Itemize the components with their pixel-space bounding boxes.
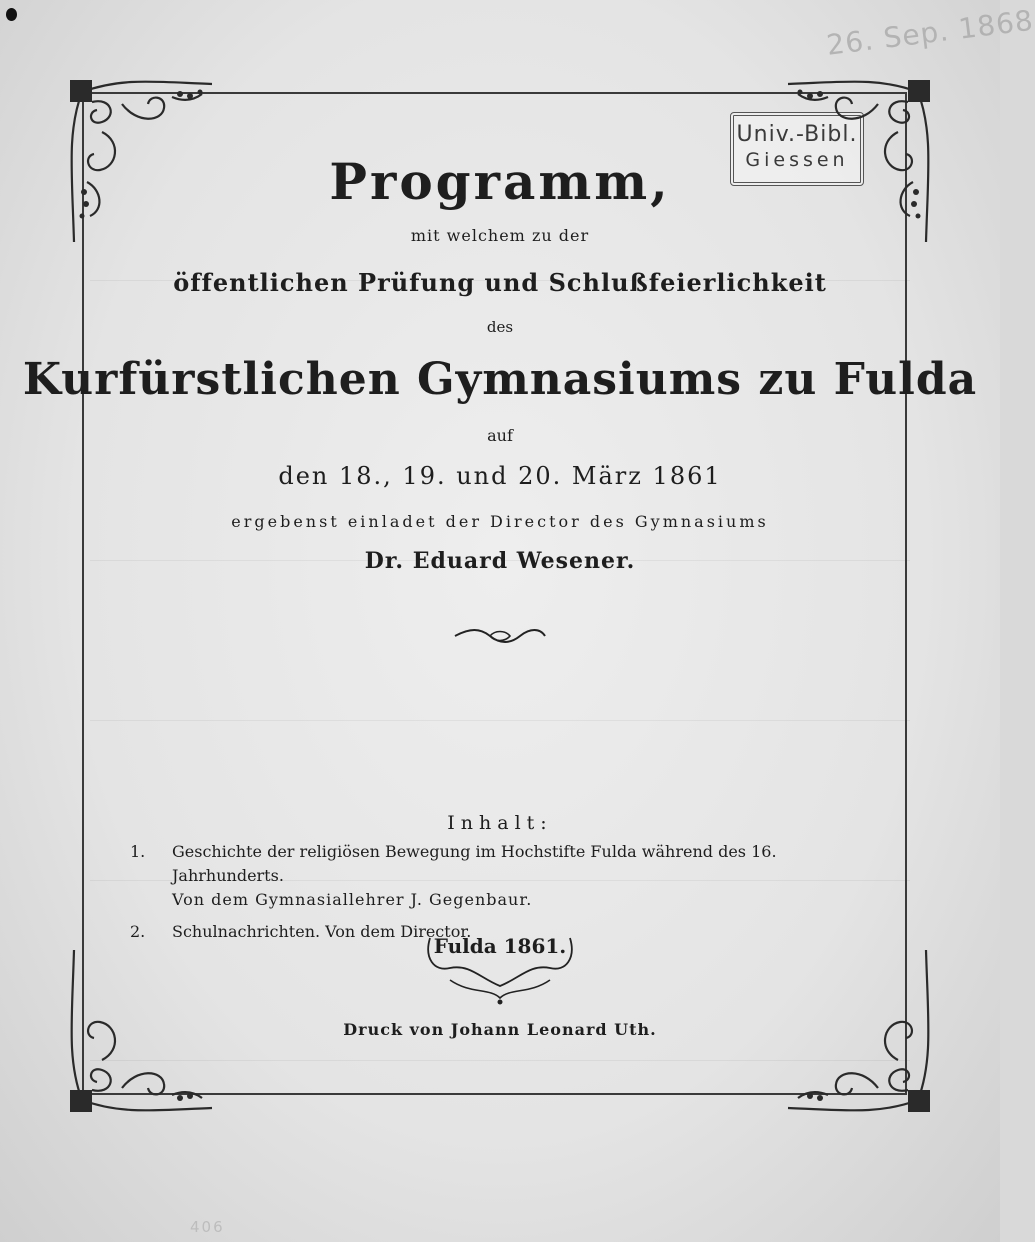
flourish-divider-icon bbox=[450, 624, 550, 648]
handwritten-shelfmark: 406 bbox=[190, 1218, 225, 1236]
library-stamp-line2: Giessen bbox=[745, 149, 849, 171]
document-title: Programm, bbox=[329, 152, 671, 211]
director-name: Dr. Eduard Wesener. bbox=[364, 548, 636, 574]
contents-heading: Inhalt: bbox=[447, 812, 553, 834]
event-title: öffentlichen Prüfung und Schlußfeierlichkeit bbox=[173, 268, 827, 297]
printer-line: Druck von Johann Leonard Uth. bbox=[343, 1020, 657, 1039]
binding-hole bbox=[6, 8, 17, 21]
institution-name: Kurfürstlichen Gymnasiums zu Fulda bbox=[22, 354, 978, 405]
invitation-line: ergebenst einladet der Director des Gymnasiums bbox=[231, 512, 769, 531]
item-title: Schulnachrichten. Von dem Director. bbox=[172, 922, 472, 941]
item-author: Von dem Gymnasiallehrer J. Gegenbaur. bbox=[172, 890, 533, 909]
auf-line: auf bbox=[487, 426, 513, 445]
item-number: 1. bbox=[130, 842, 146, 861]
des-line: des bbox=[486, 318, 514, 336]
intro-line: mit welchem zu der bbox=[410, 226, 590, 245]
event-dates: den 18., 19. und 20. März 1861 bbox=[278, 462, 722, 490]
imprint-cartouche bbox=[420, 928, 580, 1008]
library-stamp-line1: Univ.-Bibl. bbox=[736, 122, 858, 147]
item-title: Geschichte der religiösen Bewegung im Hochstifte Fulda während des 16. Jahrhunderts. bbox=[172, 842, 777, 885]
item-number: 2. bbox=[130, 922, 146, 941]
list-item bbox=[130, 840, 870, 912]
imprint-place-year: Fulda 1861. bbox=[433, 934, 567, 958]
received-date-stamp: 26. Sep. 1868 bbox=[824, 3, 1035, 62]
